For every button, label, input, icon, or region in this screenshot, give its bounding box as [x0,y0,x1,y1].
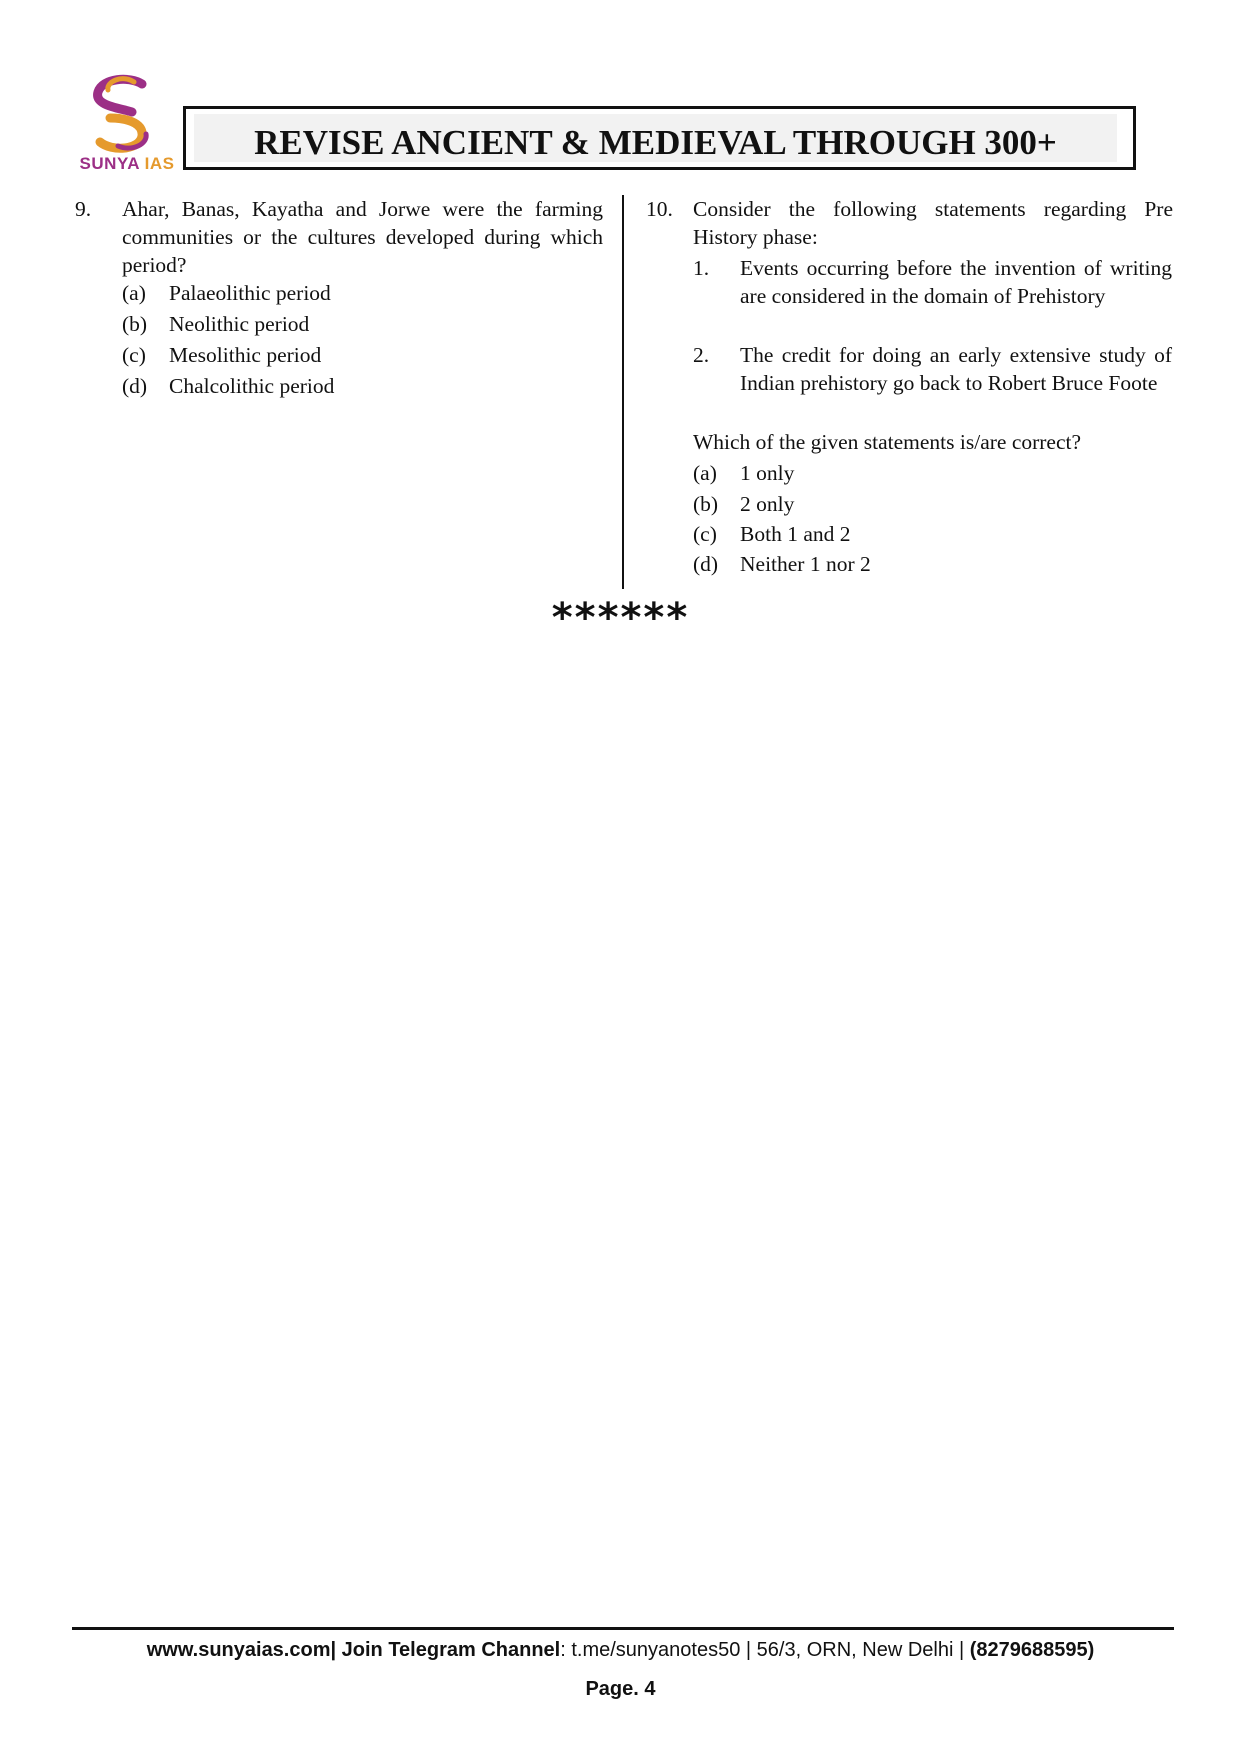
option-text: 1 only [740,461,795,485]
footer-contact [0,1636,1241,1664]
title-banner-fill [194,114,1117,162]
option-label: (b) [693,492,719,516]
title-banner [183,106,1136,170]
question-number: 10. [646,197,673,221]
sunya-ias-logo [72,74,182,182]
option-text: Neolithic period [169,312,310,336]
question-10 [646,195,1173,585]
question-prompt: Which of the given statements is/are correct? [693,430,1082,454]
option-label: (c) [122,343,146,367]
option-label: (a) [693,461,717,485]
section-separator: ****** [551,595,690,641]
page-number: Page. 4 [585,1678,656,1700]
statement-1 [693,254,1173,338]
option-text: Chalcolithic period [169,374,335,398]
question-9 [75,195,603,415]
statement-text: Events occurring before the invention of writing are considered in the domain of Prehistory [740,256,1172,308]
footer-phone: (8279688595) [969,1639,1095,1661]
logo-wordmark [72,154,182,174]
footer-telegram-label: Join Telegram Channel [341,1639,561,1661]
option-text: Mesolithic period [169,343,322,367]
footer-separator: | [330,1639,342,1661]
option-label: (a) [122,281,146,305]
footer-rule [72,1627,1174,1630]
option-label: (b) [122,312,148,336]
option-label: (d) [122,374,148,398]
question-stem: Ahar, Banas, Kayatha and Jorwe were the farming communities or the cultures developed during which period? [122,197,603,277]
option-label: (c) [693,522,717,546]
option-text: Both 1 and 2 [740,522,851,546]
question-stem: Consider the following statements regarding Pre History phase: [693,197,1173,249]
statement-text: The credit for doing an early extensive study of Indian prehistory go back to Robert Bruce Foote [740,343,1172,395]
page-title: REVISE ANCIENT & MEDIEVAL THROUGH 300+ [254,123,1057,162]
column-divider [622,195,624,589]
statement-2 [693,341,1173,425]
footer-website-link[interactable]: www.sunyaias.com [146,1639,331,1661]
statement-number: 2. [693,343,710,367]
logo-text-ias: IAS [144,154,175,173]
option-label: (d) [693,552,719,576]
statement-number: 1. [693,256,710,280]
logo-text-sunya: SUNYA [79,154,140,173]
option-text: 2 only [740,492,795,516]
question-number: 9. [75,197,92,221]
option-text: Neither 1 nor 2 [740,552,871,576]
option-text: Palaeolithic period [169,281,331,305]
footer-telegram-value[interactable]: : t.me/sunyanotes50 | 56/3, ORN, New Delhi | [560,1639,970,1661]
logo-s-mark-icon [72,74,182,154]
